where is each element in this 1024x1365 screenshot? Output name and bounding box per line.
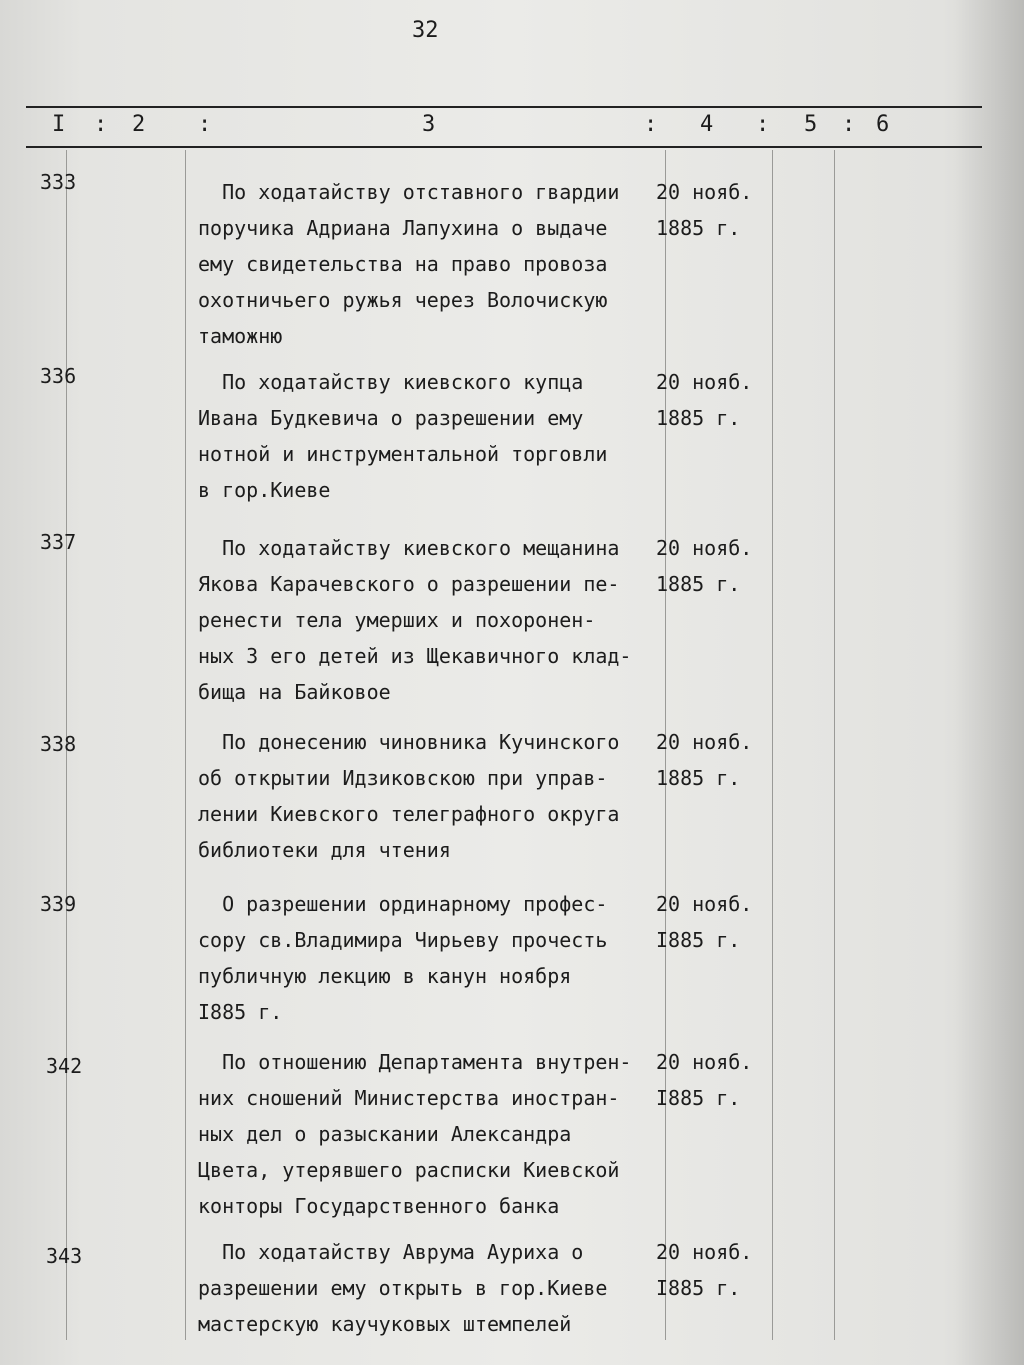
entry-date: 20 нояб. I885 г. — [656, 1050, 753, 1110]
header-separator: : — [198, 112, 212, 137]
header-col-1: I — [52, 112, 66, 137]
entry-date: 20 нояб. I885 г. — [656, 892, 753, 952]
entry-number: 336 — [40, 364, 77, 388]
header-separator: : — [756, 112, 770, 137]
header-col-2: 2 — [132, 112, 146, 137]
header-col-5: 5 — [804, 112, 818, 137]
entry-text: По отношению Департамента внутрен- них сношений Министерства иностран- ных дел о разыскании Александра Цвета, утерявшего расписки Киевской конторы Государственного банка — [198, 1050, 632, 1218]
header-col-6: 6 — [876, 112, 890, 137]
page-number: 32 — [412, 18, 439, 43]
header-rule-top — [26, 106, 982, 108]
entry-text: По ходатайству киевского купца Ивана Будкевича о разрешении ему нотной и инструментальной торговли в гор.Киеве — [198, 370, 608, 502]
entry-text: По ходатайству киевского мещанина Якова Карачевского о разрешении пе- ренести тела умерших и похоронен- ных 3 его детей из Щекавичного клад- бища на Байковое — [198, 536, 632, 704]
header-col-4: 4 — [700, 112, 714, 137]
entry-date: 20 нояб. I885 г. — [656, 1240, 753, 1300]
entry-text: О разрешении ординарному профес- сору св.Владимира Чирьеву прочесть публичную лекцию в канун ноября I885 г. — [198, 892, 608, 1024]
entry-text: По ходатайству Аврума Ауриха о разрешении ему открыть в гор.Киеве мастерскую каучуковых штемпелей — [198, 1240, 608, 1336]
header-separator: : — [644, 112, 658, 137]
entry-number: 333 — [40, 170, 77, 194]
page-edge-shadow — [954, 0, 1024, 1365]
column-guide-line — [772, 150, 773, 1340]
entry-date: 20 нояб. 1885 г. — [656, 536, 753, 596]
column-guide-line — [834, 150, 835, 1340]
entry-text: По донесению чиновника Кучинского об открытии Идзиковскою при управ- лении Киевского телеграфного округа библиотеки для чтения — [198, 730, 620, 862]
entry-number: 339 — [40, 892, 77, 916]
entry-number: 343 — [46, 1244, 83, 1268]
entry-date: 20 нояб. 1885 г. — [656, 730, 753, 790]
entry-date: 20 нояб. 1885 г. — [656, 180, 753, 240]
entry-number: 338 — [40, 732, 77, 756]
entry-text: По ходатайству отставного гвардии поручика Адриана Лапухина о выдаче ему свидетельства на право провоза охотничьего ружья через Волочискую таможню — [198, 180, 620, 348]
entry-date: 20 нояб. 1885 г. — [656, 370, 753, 430]
header-separator: : — [94, 112, 108, 137]
header-col-3: 3 — [422, 112, 436, 137]
header-rule-bottom — [26, 146, 982, 148]
column-guide-line — [185, 150, 186, 1340]
header-separator: : — [842, 112, 856, 137]
entry-number: 342 — [46, 1054, 83, 1078]
entry-number: 337 — [40, 530, 77, 554]
